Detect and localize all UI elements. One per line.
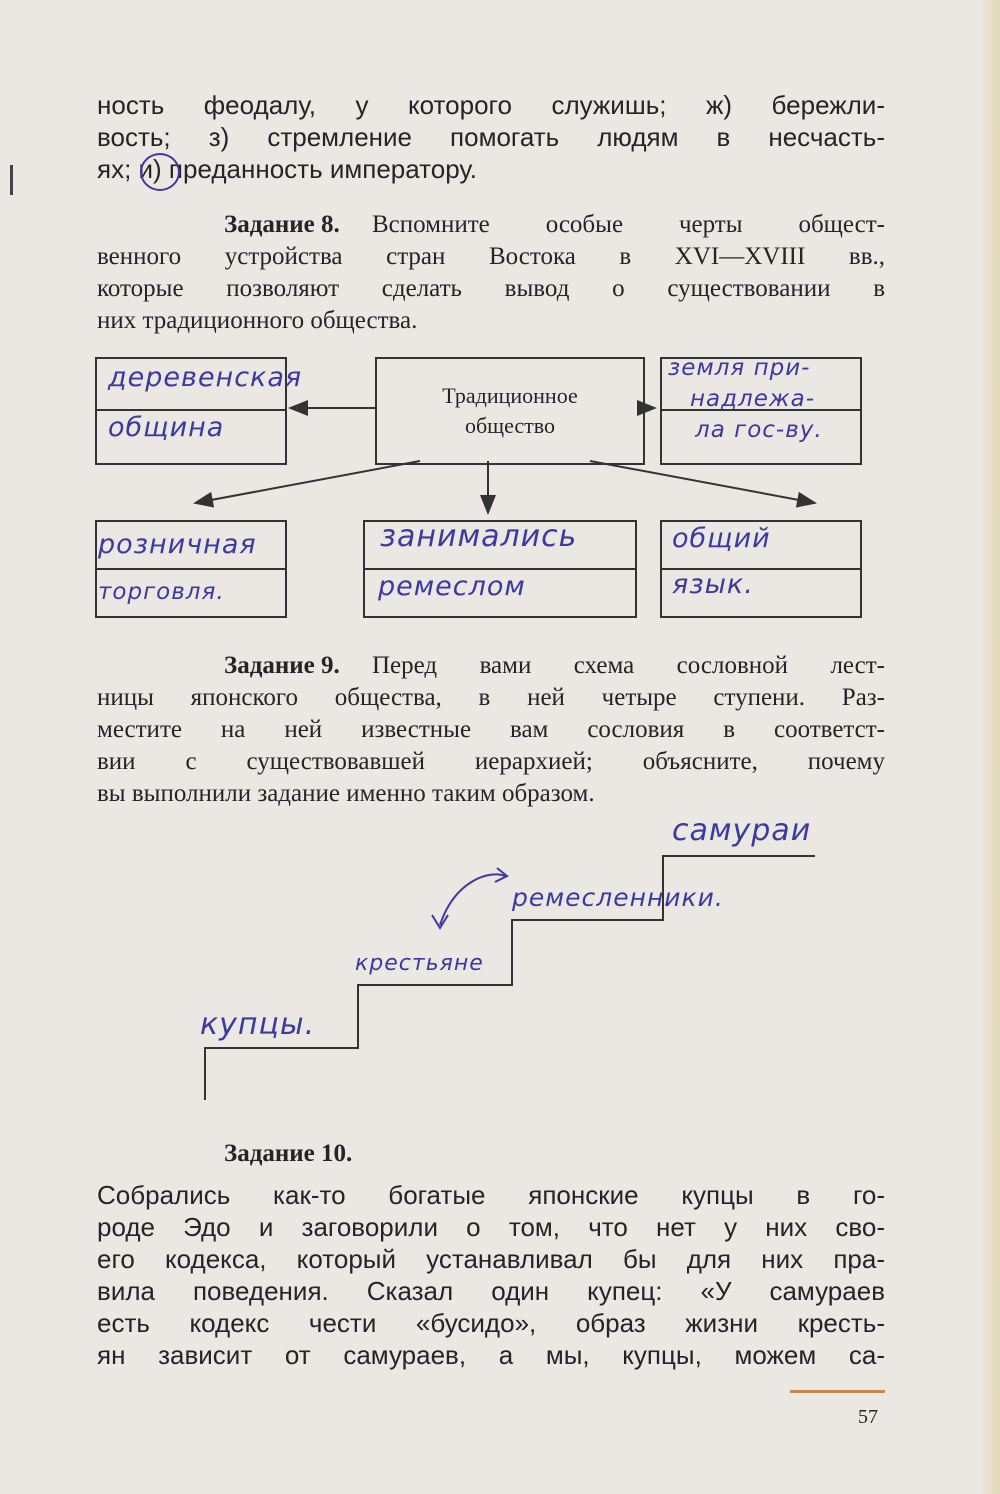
step-2-label: крестьяне: [355, 951, 484, 976]
task9-text: ницы японского общества, в ней четыре ступени. Раз-: [97, 684, 885, 711]
task10-text: роде Эдо и заговорили о том, что нет у них сво-: [97, 1212, 885, 1242]
task8-text: которые позволяют сделать вывод о существовании в: [97, 275, 885, 302]
task8-text: них традиционного общества.: [97, 307, 418, 334]
task8-text: Вспомните особые черты общест-: [372, 211, 885, 238]
handwritten-answer: надлежа-: [690, 386, 815, 412]
task9-text: вы выполнили задание именно таким образом.: [97, 780, 595, 807]
task10-text: есть кодекс чести «бусидо», образ жизни кресть-: [97, 1308, 885, 1338]
step-1-label: купцы.: [200, 1007, 316, 1042]
handwritten-answer: ла гос-ву.: [695, 417, 823, 443]
task9-text: местите на ней известные вам сословия в соответст-: [97, 716, 885, 743]
box-label: общество: [464, 413, 556, 438]
step-4-label: самураи: [672, 813, 812, 848]
task9-text: вии с существовавшей иерархией; объясните, почему: [97, 748, 885, 775]
intro-line: вость; з) стремление помогать людям в несчасть-: [97, 122, 885, 152]
intro-line: ность феодалу, у которого служишь; ж) бережли-: [97, 90, 885, 120]
task10-text: его кодекса, который устанавливал бы для них пра-: [97, 1244, 885, 1274]
handwritten-answer: занимались: [380, 519, 578, 554]
task10-heading: Задание 10.: [224, 1140, 353, 1167]
page-number: 57: [858, 1406, 878, 1428]
handwritten-answer: ремеслом: [378, 571, 526, 602]
task10-text: ян зависит от самураев, а мы, купцы, можем са-: [97, 1340, 885, 1370]
task8-text: венного устройства стран Востока в XVI—XVIII вв.,: [97, 243, 885, 270]
handwritten-answer: деревенская: [108, 362, 303, 393]
handwritten-answer: земля при-: [668, 355, 811, 381]
box-label: Традиционное: [442, 383, 578, 408]
task8-heading: Задание 8.: [224, 211, 340, 238]
task9-heading: Задание 9.: [224, 652, 340, 679]
step-3-label: ремесленники.: [512, 883, 724, 912]
task10-text: вила поведения. Сказал один купец: «У самураев: [97, 1276, 885, 1306]
task10-text: Собрались как-то богатые японские купцы в го-: [97, 1180, 885, 1210]
task9-text: Перед вами схема сословной лест-: [372, 652, 885, 679]
handwritten-answer: торговля.: [98, 579, 225, 605]
page-rule: [790, 1390, 885, 1393]
handwritten-answer: община: [108, 412, 225, 443]
handwritten-answer: язык.: [672, 569, 754, 600]
handwritten-answer: общий: [672, 523, 771, 554]
intro-line: ях; и) преданность императору.: [97, 154, 477, 184]
handwritten-answer: розничная: [98, 529, 257, 560]
